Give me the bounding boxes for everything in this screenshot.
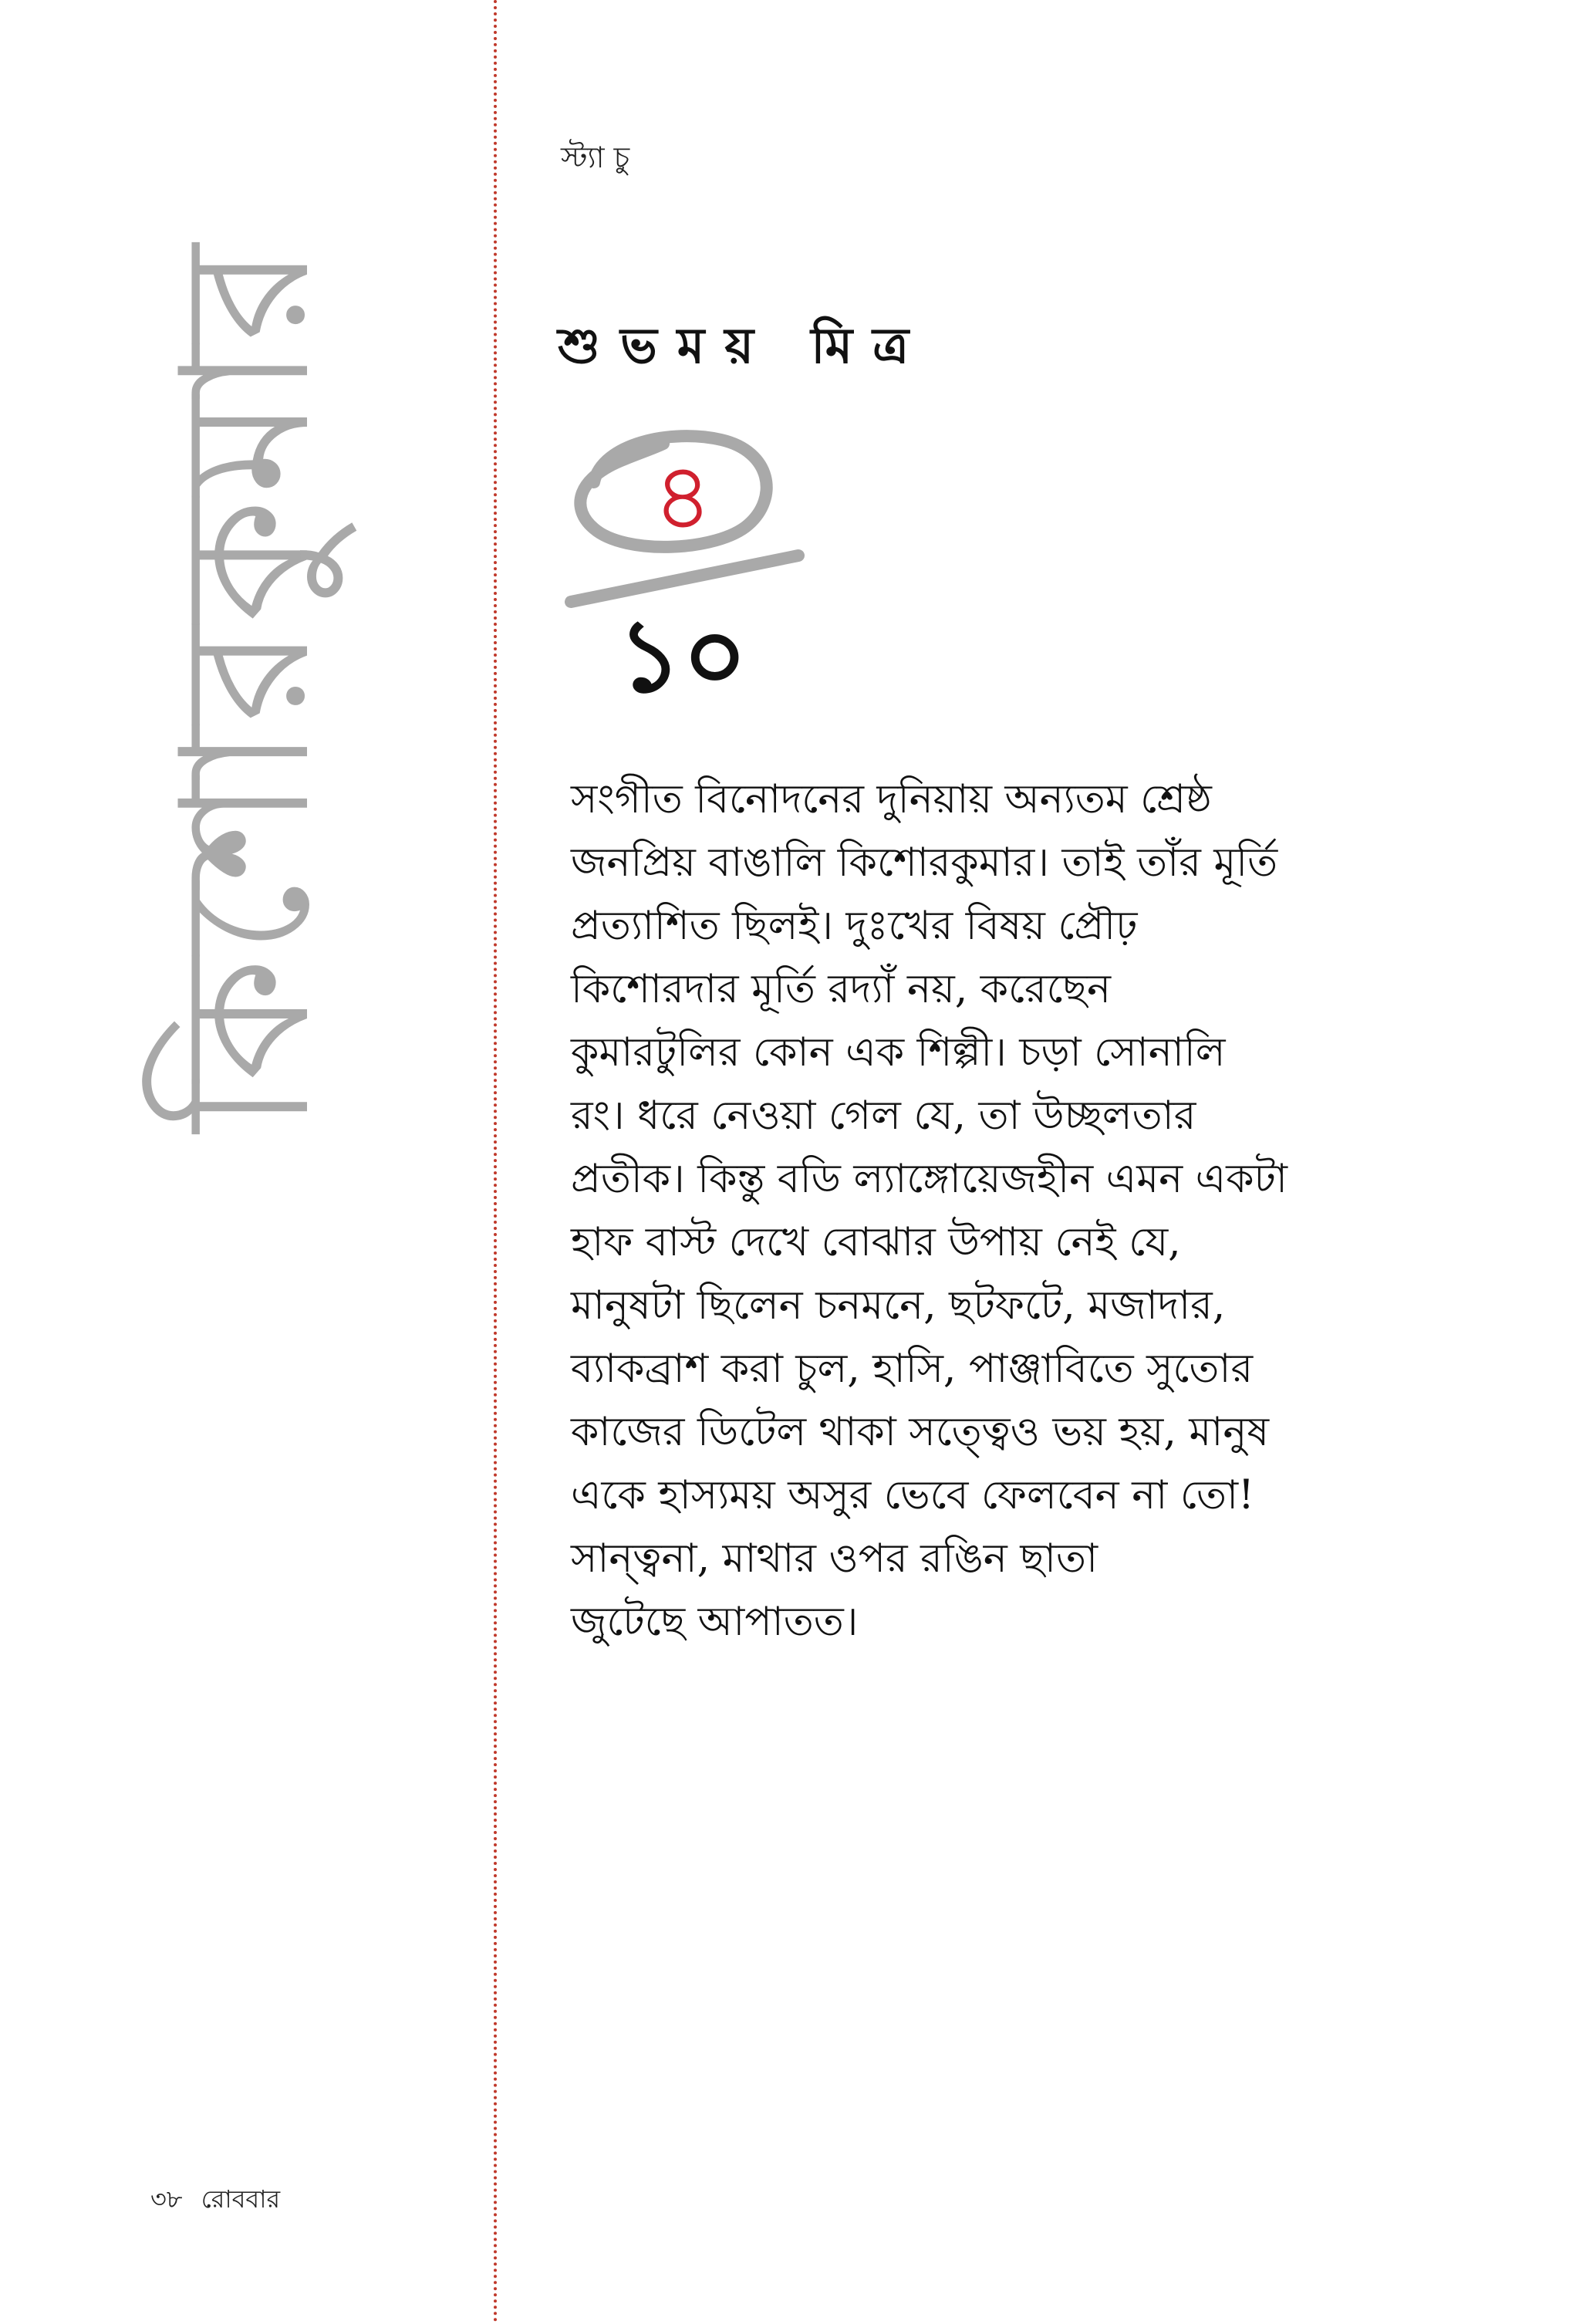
rating-slash <box>571 556 798 602</box>
publication-name: রোববার <box>201 2184 281 2214</box>
side-title-block <box>85 241 409 1133</box>
body-line: সান্ত্বনা, মাথার ওপর রঙিন ছাতা <box>571 1535 1098 1582</box>
body-line: মানুষটা ছিলেন চনমনে, ছটফটে, মজাদার, <box>571 1282 1226 1329</box>
author-name: শুভময় মিত্র <box>558 318 930 375</box>
body-line: ব্যাকব্রাশ করা চুল, হাসি, পাঞ্জাবিতে সুতোর <box>571 1346 1254 1392</box>
body-line: রং। ধরে নেওয়া গেল যে, তা উচ্ছলতার <box>571 1093 1196 1139</box>
rating-score: ৪ <box>653 444 713 551</box>
body-line: জুটেছে আপাতত। <box>571 1599 859 1645</box>
body-line: সংগীত বিনোদনের দুনিয়ায় অন্যতম শ্রেষ্ঠ <box>571 776 1212 823</box>
page-number: ৩৮ <box>150 2184 183 2214</box>
body-line: কাজের ডিটেল থাকা সত্ত্বেও ভয় হয়, মানুষ <box>571 1409 1270 1455</box>
side-title: কিশোরকুমার <box>143 241 349 1133</box>
rating-max: ১০ <box>617 597 748 714</box>
body-line: প্রত্যাশিত ছিলই। দুঃখের বিষয় প্রৌঢ় <box>571 903 1138 949</box>
body-line: একে হাস্যময় অসুর ভেবে ফেলবেন না তো! <box>571 1472 1254 1518</box>
section-label: স্ট্যা চু <box>561 140 630 174</box>
body-line: জনপ্রিয় বাঙালি কিশোরকুমার। তাই তাঁর মূর্তি <box>571 839 1278 886</box>
body-line: হাফ বাস্ট দেখে বোঝার উপায় নেই যে, <box>571 1219 1181 1265</box>
page-folio <box>150 2180 280 2221</box>
body-line: কিশোরদার মূর্তি রদ্যাঁ নয়, করেছেন <box>571 966 1112 1012</box>
rating-badge <box>540 413 818 721</box>
body-line: কুমারটুলির কোন এক শিল্পী। চড়া সোনালি <box>571 1029 1226 1076</box>
body-line: প্রতীক। কিন্তু বডি ল্যাঙ্গোয়েজহীন এমন একটা <box>571 1156 1287 1202</box>
review-body <box>571 768 1342 1653</box>
dotted-column-divider <box>494 0 497 2324</box>
